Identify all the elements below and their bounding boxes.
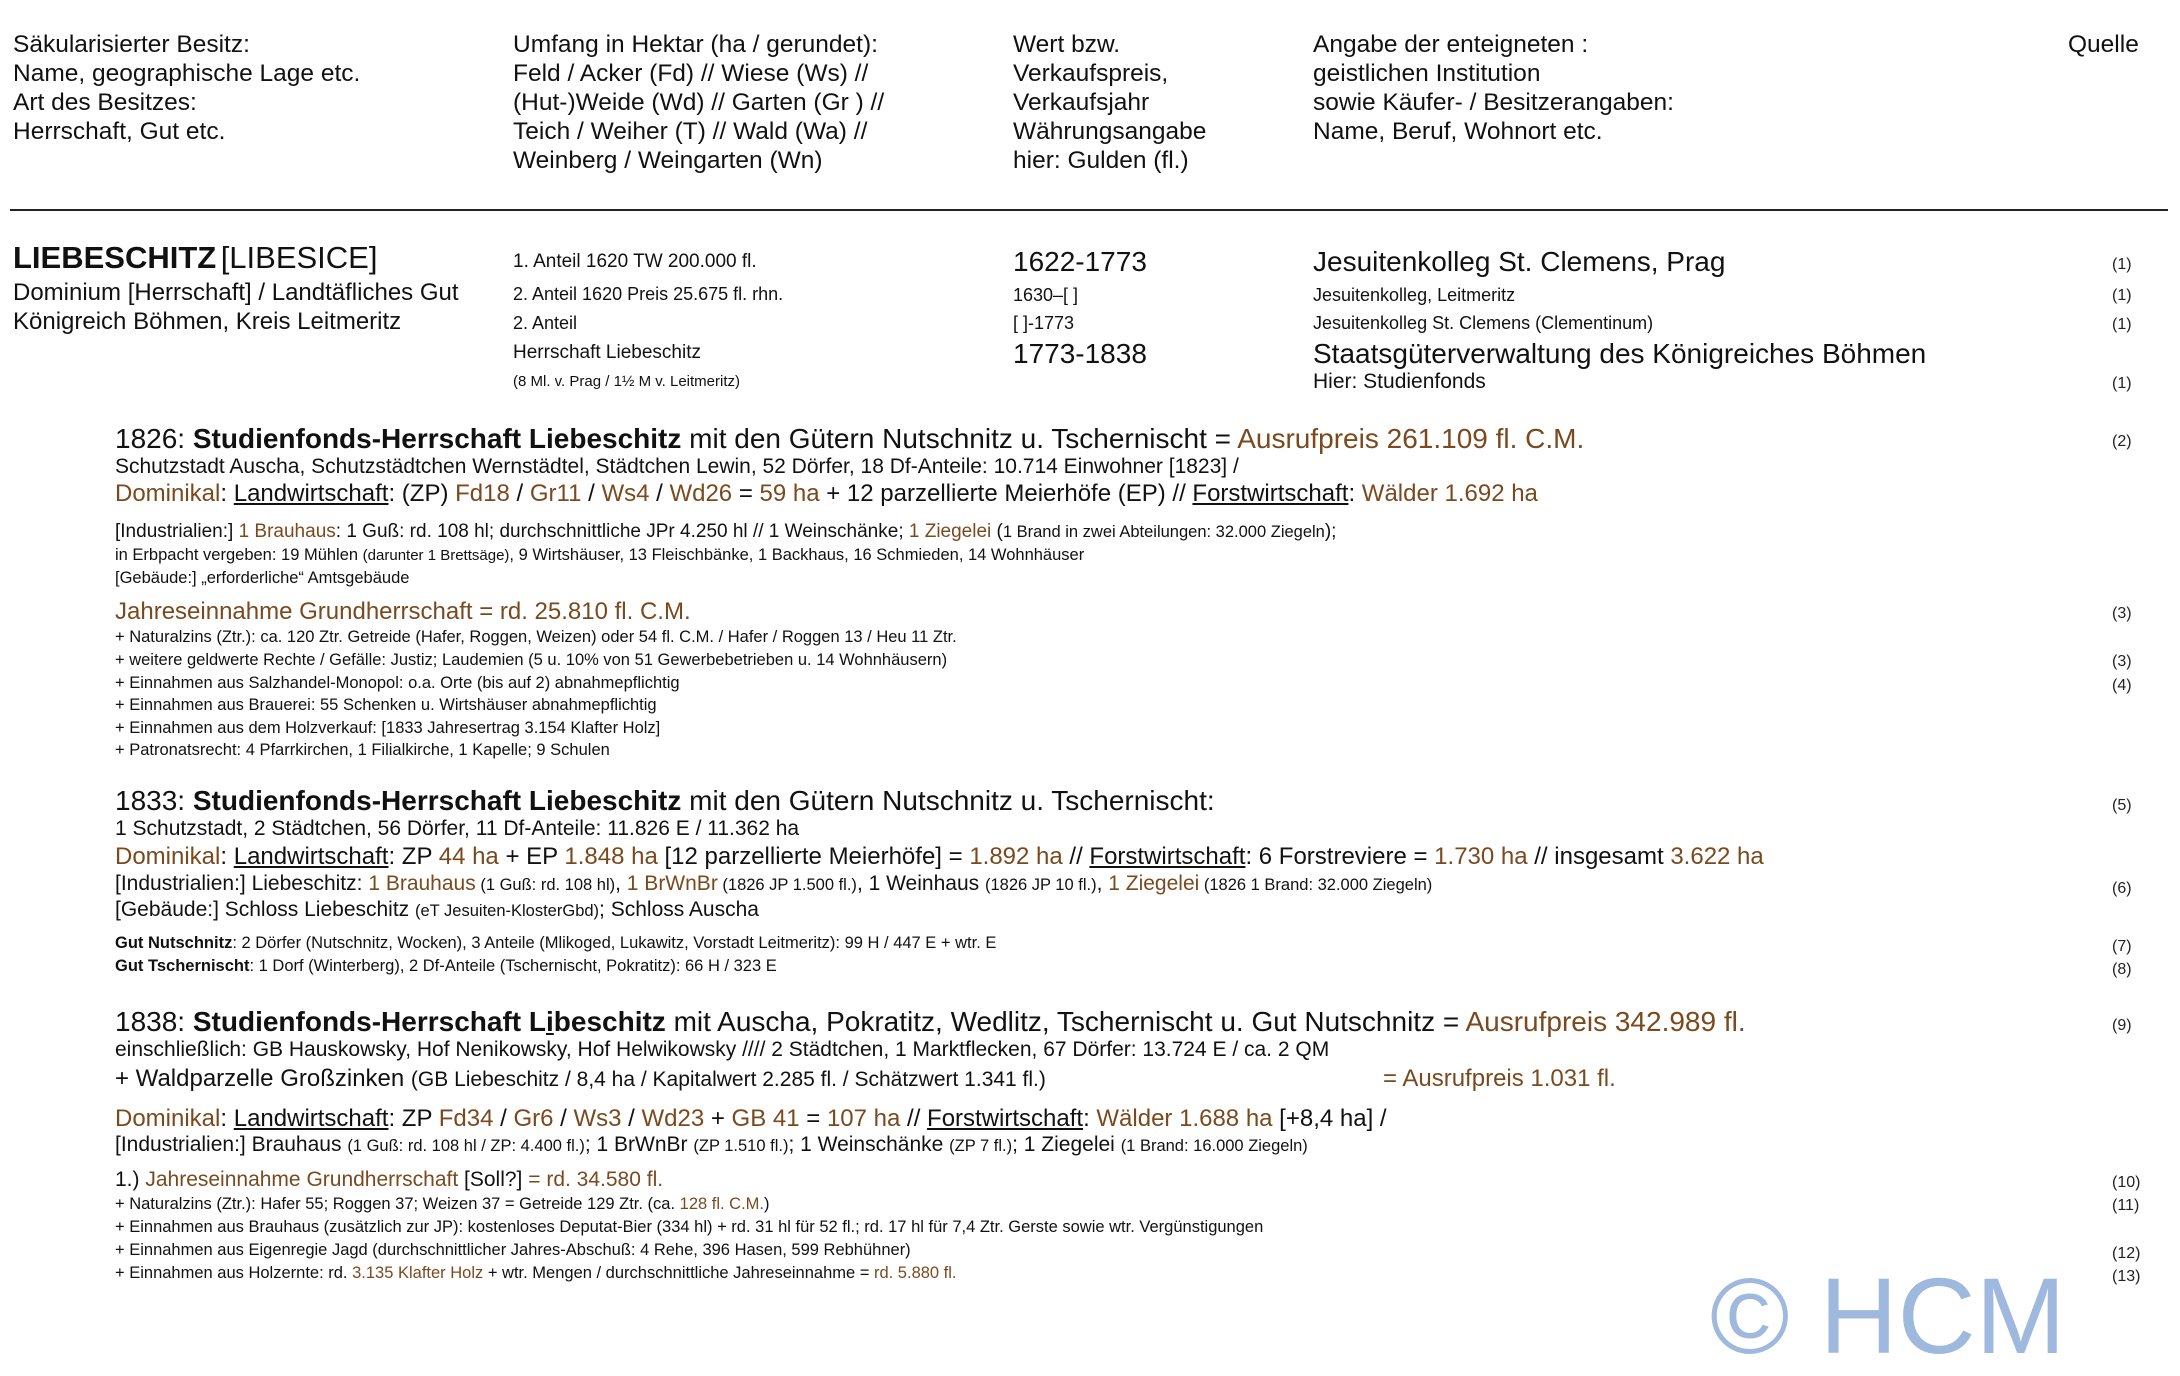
entry-location: Königreich Böhmen, Kreis Leitmeritz [13, 308, 402, 335]
header-line: (Hut-)Weide (Wd) // Garten (Gr ) // [513, 89, 885, 116]
text: ) [764, 1195, 770, 1213]
dominikal-label: Dominikal [115, 1105, 221, 1132]
value: Wd26 [669, 480, 733, 507]
source-ref: (3) [2112, 605, 2132, 622]
source-ref: (12) [2112, 1245, 2141, 1262]
section-1838-places: einschließlich: GB Hauskowsky, Hof Nenikowsky, Hof Helwikowsky //// 2 Städtchen, 1 Marktflecken, 67 Dörfer: 13.724 E / ca. 2 QM [115, 1038, 1330, 1061]
value: Fd18 [455, 480, 510, 507]
list-item [115, 1264, 957, 1283]
section-1838-title [115, 1006, 1746, 1038]
value: 1 Ziegelei [908, 521, 992, 542]
value: 1 Brauhaus [238, 521, 336, 542]
source-ref: (4) [2112, 677, 2132, 694]
value: 1 BrWnBr [626, 872, 718, 895]
section-1826-dominikal [115, 480, 1538, 508]
year-range: [ ]-1773 [1013, 313, 1075, 333]
list-item [115, 1195, 770, 1214]
value: Wälder 1.692 ha [1361, 480, 1538, 507]
header-line: Wert bzw. [1013, 31, 1121, 58]
header-line: hier: Gulden (fl.) [1013, 147, 1189, 174]
value: Wälder 1.688 ha [1096, 1105, 1273, 1132]
value: rd. 5.880 fl. [873, 1264, 957, 1282]
year: 1833: [115, 785, 193, 816]
owner: Hier: Studienfonds [1313, 370, 1486, 393]
header-col-quelle: Quelle [2068, 31, 2139, 58]
source-ref: (13) [2112, 1268, 2141, 1285]
text: (1826 JP 1.500 fl.) [717, 876, 857, 894]
text: ; 1 Weinschänke [788, 1133, 950, 1156]
list-item: + Einnahmen aus Salzhandel-Monopol: o.a. Orte (bis auf 2) abnahmepflichtig [115, 674, 680, 692]
text: + Waldparzelle Großzinken [115, 1065, 411, 1092]
value: Fd34 [438, 1105, 494, 1132]
waldparzelle-price: = Ausrufpreis 1.031 fl. [1383, 1065, 1616, 1092]
price: Ausrufpreis 261.109 fl. C.M. [1237, 423, 1585, 454]
entry-title [13, 240, 377, 276]
text: [12 parzellierte Meierhöfe] = [657, 843, 970, 870]
title-rest: mit den Gütern Nutschnitz u. Tschernischt = [681, 423, 1238, 454]
gut-name: Gut Nutschnitz [115, 934, 233, 952]
section-1838-jahreseinnahme [115, 1168, 663, 1192]
landwirtschaft-label: Landwirtschaft [233, 1105, 389, 1132]
source-ref: (6) [2112, 880, 2132, 897]
section-1833-industrialien [115, 872, 1432, 896]
entry-name: LIEBESCHITZ [13, 240, 217, 275]
text: , 1 Weinhaus [856, 872, 985, 895]
text: (darunter 1 Brettsäge) [362, 547, 510, 564]
header-line: Herrschaft, Gut etc. [13, 118, 226, 145]
owner: Staatsgüterverwaltung des Königreiches Böhmen [1313, 338, 1927, 369]
header-line: Angabe der enteigneten : [1313, 31, 1589, 58]
text: : 1 Dorf (Winterberg), 2 Df-Anteile (Tschernischt, Pokratitz): 66 H / 323 E [249, 957, 777, 975]
header-divider [10, 209, 2168, 211]
text: + [704, 1105, 732, 1132]
text: / [493, 1105, 514, 1132]
year-range: 1630–[ ] [1013, 285, 1079, 305]
value: Wd23 [641, 1105, 705, 1132]
text: : 6 Forstreviere = [1245, 843, 1435, 870]
value: 3.622 ha [1670, 843, 1764, 870]
year: 1826: [115, 423, 193, 454]
header-line: Teich / Weiher (T) // Wald (Wa) // [513, 118, 868, 145]
text: , [615, 872, 627, 895]
header-col-besitz [13, 30, 360, 146]
header-col-umfang [513, 30, 884, 175]
section-1833-dominikal [115, 843, 1764, 871]
source-ref: (11) [2112, 1197, 2140, 1214]
text: (1826 JP 10 fl.) [984, 876, 1097, 894]
forstwirtschaft-label: Forstwirtschaft [1192, 480, 1349, 507]
text: , 9 Wirtshäuser, 13 Fleischbänke, 1 Backhaus, 16 Schmieden, 14 Wohnhäuser [509, 546, 1085, 564]
text: ; 1 BrWnBr [584, 1133, 694, 1156]
text: + Einnahmen aus Holzernte: rd. [115, 1264, 353, 1282]
header-line: Art des Besitzes: [13, 89, 197, 116]
title-rest: mit den Gütern Nutschnitz u. Tschernischt: [681, 785, 1215, 816]
text: [Industrialien:] [115, 521, 239, 542]
year-range: 1622-1773 [1013, 246, 1147, 277]
umfang-line: 2. Anteil 1620 Preis 25.675 fl. rhn. [513, 284, 784, 304]
owner: Jesuitenkolleg, Leitmeritz [1313, 285, 1516, 305]
text: 1.) [115, 1168, 146, 1191]
header-line: sowie Käufer- / Besitzerangaben: [1313, 89, 1674, 116]
value: 59 ha [759, 480, 820, 507]
text: // insgesamt [1527, 843, 1671, 870]
estate-name: Studienfonds-Herrschaft Liebeschitz [192, 785, 682, 816]
header-col-wert [1013, 30, 1206, 175]
source-ref: (2) [2112, 433, 2132, 450]
header-line: Name, geographische Lage etc. [13, 60, 361, 87]
price: Ausrufpreis 342.989 fl. [1465, 1006, 1746, 1037]
header-line: Verkaufsjahr [1013, 89, 1150, 116]
value: 1.848 ha [564, 843, 658, 870]
list-item: + weitere geldwerte Rechte / Gefälle: Justiz; Laudemien (5 u. 10% von 51 Gewerbebetrieben u. 14 Wohnhäusern) [115, 651, 948, 669]
value: Jahreseinnahme Grundherrschaft [145, 1168, 459, 1191]
source-ref: (7) [2112, 938, 2132, 955]
text: : ZP [388, 1105, 439, 1132]
text: (1 Brand: 16.000 Ziegeln) [1120, 1137, 1308, 1155]
text: // [1062, 843, 1090, 870]
dominikal-label: Dominikal [115, 843, 221, 870]
value: = rd. 34.580 fl. [528, 1168, 664, 1191]
estate-name: i [546, 1006, 554, 1037]
text: : 2 Dörfer (Nutschnitz, Wocken), 3 Anteile (Mlikoged, Lukawitz, Vorstadt Leitmeritz): 99 H / 447 E + wtr. E [232, 934, 997, 952]
text: + EP [498, 843, 565, 870]
value: Ws3 [573, 1105, 622, 1132]
text: [Soll?] [458, 1168, 529, 1191]
copyright-watermark: © HCM [1710, 1255, 2066, 1376]
value: 128 fl. C.M. [679, 1195, 765, 1213]
source-ref: (5) [2112, 797, 2132, 814]
text: : [220, 480, 234, 507]
text: ; Schloss Auscha [599, 898, 759, 921]
value: Gr6 [513, 1105, 554, 1132]
section-1833-gut-tschernischt [115, 957, 777, 976]
text: / [581, 480, 602, 507]
entry-type: Dominium [Herrschaft] / Landtäfliches Gut [13, 279, 459, 306]
source-ref: (9) [2112, 1017, 2132, 1034]
value: Gr11 [529, 480, 582, 507]
text: = [732, 480, 760, 507]
text: (ZP 1.510 fl.) [693, 1137, 789, 1155]
header-line: Feld / Acker (Fd) // Wiese (Ws) // [513, 60, 869, 87]
source-ref: (3) [2112, 653, 2132, 670]
text: [Industrialien:] Liebeschitz: [115, 872, 369, 895]
text: ); [1324, 521, 1337, 542]
list-item: + Naturalzins (Ztr.): ca. 120 Ztr. Getreide (Hafer, Roggen, Weizen) oder 54 fl. C.M. / Hafer / Roggen 13 / Heu 11 Ztr. [115, 628, 957, 646]
text: + 12 parzellierte Meierhöfe (EP) // [819, 480, 1193, 507]
text: : [1083, 1105, 1097, 1132]
landwirtschaft-label: Landwirtschaft [233, 843, 389, 870]
forstwirtschaft-label: Forstwirtschaft [927, 1105, 1084, 1132]
text: [+8,4 ha] / [1272, 1105, 1387, 1132]
text: (ZP 7 fl.) [949, 1137, 1013, 1155]
text: 1 Brand in zwei Abteilungen: 32.000 Ziegeln [1002, 523, 1325, 541]
text: : [1348, 480, 1362, 507]
section-1826-places: Schutzstadt Auscha, Schutzstädtchen Wernstädtel, Städtchen Lewin, 52 Dörfer, 18 Df-Anteile: 10.714 Einwohner [1823] / [115, 455, 1239, 478]
value: Ws4 [601, 480, 650, 507]
gut-name: Gut Tschernischt [115, 957, 250, 975]
section-1833-title [115, 785, 1215, 817]
value: 1.730 ha [1434, 843, 1528, 870]
owner: Jesuitenkolleg St. Clemens (Clementinum) [1313, 313, 1654, 333]
text: / [509, 480, 530, 507]
header-line: Verkaufspreis, [1013, 60, 1169, 87]
umfang-line: Herrschaft Liebeschitz [513, 342, 701, 363]
entry-alt-name: [LIBESICE] [220, 240, 378, 275]
umfang-line: 2. Anteil [513, 313, 578, 333]
text: , [1096, 872, 1109, 895]
text: + Naturalzins (Ztr.): Hafer 55; Roggen 37; Weizen 37 = Getreide 129 Ztr. (ca. [115, 1195, 680, 1213]
text: : [220, 1105, 234, 1132]
text: (1 Guß: rd. 108 hl) [475, 876, 616, 894]
value: GB 41 [731, 1105, 800, 1132]
value: 1.892 ha [969, 843, 1063, 870]
text: : ZP [388, 843, 439, 870]
landwirtschaft-label: Landwirtschaft [233, 480, 389, 507]
list-item: + Einnahmen aus dem Holzverkauf: [1833 Jahresertrag 3.154 Klafter Holz] [115, 719, 661, 737]
year: 1838: [115, 1006, 193, 1037]
section-1838-dominikal [115, 1105, 1387, 1133]
value: 3.135 Klafter Holz [352, 1264, 484, 1282]
header-line: Währungsangabe [1013, 118, 1207, 145]
section-1826-gebaeude: [Gebäude:] „erforderliche“ Amtsgebäude [115, 569, 410, 587]
text: [Industrialien:] Brauhaus [115, 1133, 348, 1156]
section-1826-jahreseinnahme: Jahreseinnahme Grundherrschaft = rd. 25.810 fl. C.M. [115, 598, 691, 625]
header-line: Säkularisierter Besitz: [13, 31, 250, 58]
text: in Erbpacht vergeben: 19 Mühlen [115, 546, 363, 564]
value: 44 ha [438, 843, 499, 870]
text: [Gebäude:] Schloss Liebeschitz [115, 898, 416, 921]
year-range: 1773-1838 [1013, 338, 1147, 369]
text: (1 Guß: rd. 108 hl / ZP: 4.400 fl.) [347, 1137, 585, 1155]
value: 1 Ziegelei [1108, 872, 1200, 895]
text: (1826 1 Brand: 32.000 Ziegeln) [1199, 876, 1433, 894]
source-ref: (1) [2112, 287, 2132, 304]
estate-name: Studienfonds-Herrschaft Liebeschitz [192, 423, 682, 454]
text: / [621, 1105, 642, 1132]
forstwirtschaft-label: Forstwirtschaft [1089, 843, 1246, 870]
text: : [220, 843, 234, 870]
source-ref: (1) [2112, 316, 2132, 333]
source-ref: (8) [2112, 961, 2132, 978]
section-1838-waldparzelle [115, 1065, 1046, 1093]
text: ( [991, 521, 1003, 542]
text: : (ZP) [388, 480, 456, 507]
text: / [553, 1105, 574, 1132]
section-1826-title [115, 423, 1584, 455]
source-ref: (1) [2112, 256, 2132, 273]
list-item: + Einnahmen aus Brauhaus (zusätzlich zur JP): kostenloses Deputat-Bier (334 hl) + rd. 31 hl für 52 fl.; rd. 17 hl für 7,4 Ztr. Gerste sowie wtr. Vergünstigungen [115, 1218, 1264, 1236]
dominikal-label: Dominikal [115, 480, 221, 507]
value: 1 Brauhaus [368, 872, 476, 895]
value: 107 ha [826, 1105, 901, 1132]
text: // [900, 1105, 928, 1132]
header-line: Umfang in Hektar (ha / gerundet): [513, 31, 878, 58]
section-1826-erbpacht [115, 546, 1084, 565]
text: ; 1 Ziegelei [1012, 1133, 1121, 1156]
header-line: geistlichen Institution [1313, 60, 1541, 87]
text: (GB Liebeschitz / 8,4 ha / Kapitalwert 2.285 fl. / Schätzwert 1.341 fl.) [410, 1068, 1046, 1091]
text: + wtr. Mengen / durchschnittliche Jahreseinnahme = [483, 1264, 874, 1282]
text: : 1 Guß: rd. 108 hl; durchschnittliche JPr 4.250 hl // 1 Weinschänke; [335, 521, 909, 542]
owner: Jesuitenkolleg St. Clemens, Prag [1313, 246, 1726, 277]
estate-name: beschitz [553, 1006, 666, 1037]
section-1833-places: 1 Schutzstadt, 2 Städtchen, 56 Dörfer, 11 Df-Anteile: 11.826 E / 11.362 ha [115, 817, 800, 840]
text: (eT Jesuiten-KlosterGbd) [415, 902, 600, 920]
text: = [799, 1105, 827, 1132]
title-rest: mit Auscha, Pokratitz, Wedlitz, Tschernischt u. Gut Nutschnitz = [665, 1006, 1466, 1037]
header-col-institution [1313, 30, 1674, 146]
section-1838-industrialien [115, 1133, 1308, 1157]
estate-name: Studienfonds-Herrschaft L [192, 1006, 546, 1037]
source-ref: (1) [2112, 375, 2132, 392]
list-item: + Einnahmen aus Brauerei: 55 Schenken u. Wirtshäuser abnahmepflichtig [115, 696, 657, 714]
source-ref: (10) [2112, 1174, 2141, 1191]
list-item: + Patronatsrecht: 4 Pfarrkirchen, 1 Filialkirche, 1 Kapelle; 9 Schulen [115, 741, 610, 759]
list-item: + Einnahmen aus Eigenregie Jagd (durchschnittlicher Jahres-Abschuß: 4 Rehe, 396 Hasen, 599 Rebhühner) [115, 1241, 911, 1259]
section-1833-gebaeude [115, 898, 759, 922]
umfang-line: 1. Anteil 1620 TW 200.000 fl. [513, 251, 757, 272]
umfang-distance: (8 Ml. v. Prag / 1½ M v. Leitmeritz) [513, 373, 740, 390]
text: / [649, 480, 670, 507]
section-1826-industrialien [115, 521, 1336, 543]
header-line: Weinberg / Weingarten (Wn) [513, 147, 823, 174]
section-1833-gut-nutschnitz [115, 934, 996, 953]
header-line: Name, Beruf, Wohnort etc. [1313, 118, 1603, 145]
